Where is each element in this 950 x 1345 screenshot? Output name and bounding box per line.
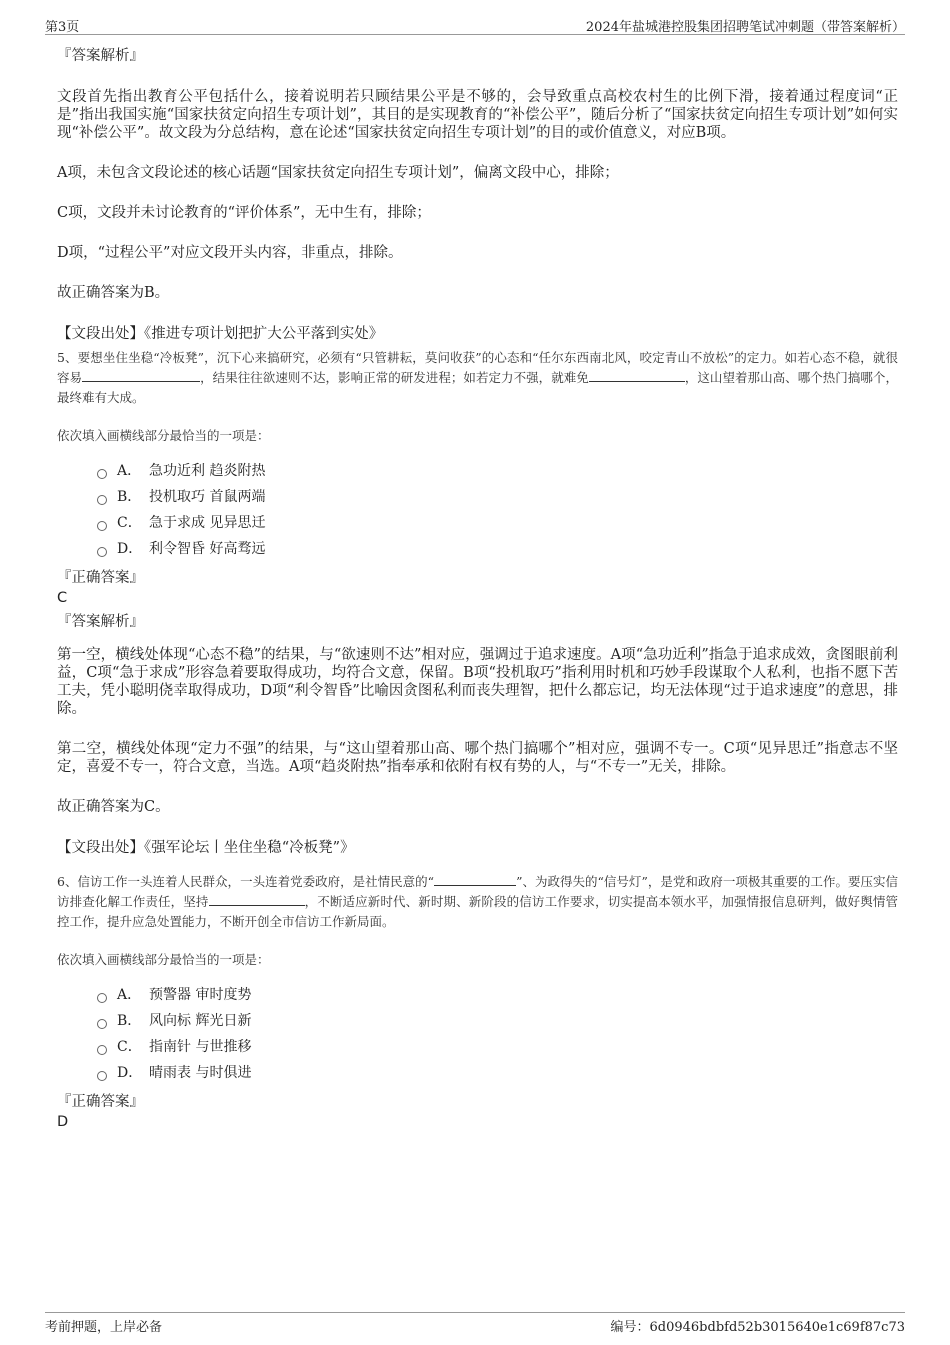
- q4-analysis-para-1: 文段首先指出教育公平包括什么，接着说明若只顾结果公平是不够的，会导致重点高校农村生的比例下滑，接着通过程度词“正是”指出我国实施“国家扶贫定向招生专项计划”，其目的是实现教育的“补偿公平”，随后分析了“国家扶贫定向招生专项计划”如何实现“补偿公平”。故文段为分总结构，意在论述“国家扶贫定向招生专项计划”的目的或价值意义，对应B项。: [57, 89, 898, 141]
- q5-option-a[interactable]: A． 急功近利 趋炎附热: [97, 458, 898, 484]
- q5-source: 【文段出处】《强军论坛丨坐住坐稳“冷板凳”》: [57, 840, 355, 856]
- q6-text-2: ”、为政得失的“信号灯”，是党和政府一项极其重要的工作。要压实信访排查化解工作责任，坚持: [57, 874, 898, 909]
- q5-analysis-label: 『答案解析』: [57, 614, 144, 630]
- q5-analysis-para-2: 第二空，横线处体现“定力不强”的结果，与“这山望着那山高、哪个热门搞哪个”相对应，强调不专一。C项“见异思迁”指意志不坚定，喜爱不专一，符合文意，当选。A项“趋炎附热”指奉承和依附有权有势的人，与“不专一”无关，排除。: [57, 741, 898, 775]
- q6-answer: D: [57, 1114, 69, 1130]
- document-title: 2024年盐城港控股集团招聘笔试冲刺题（带答案解析）: [585, 20, 905, 35]
- radio-icon[interactable]: [97, 547, 107, 557]
- q6-option-b[interactable]: B． 风向标 辉光日新: [97, 1008, 898, 1034]
- q5-option-b[interactable]: B． 投机取巧 首鼠两端: [97, 484, 898, 510]
- q5-analysis-para-1: 第一空，横线处体现“心态不稳”的结果，与“欲速则不达”相对应，强调过于追求速度。A项“急功近利”指急于追求成效，贪图眼前利益，C项“急于求成”形容急着要取得成功，均符合文意，保留。B项“投机取巧”指利用时机和巧妙手段谋取个人私利，也指不愿下苦工夫，凭小聪明侥幸取得成功，D项“利令智昏”比喻因贪图私利而丧失理智，把什么都忘记，均无法体现“过于追求速度”的意思，排除。: [57, 647, 898, 717]
- q4-analysis-para-4: D项，“过程公平”对应文段开头内容，非重点，排除。: [57, 245, 403, 261]
- q5-blank-2: [589, 369, 685, 382]
- q6-question: [57, 872, 898, 932]
- page-footer: [45, 1312, 905, 1335]
- q6-answer-label: 『正确答案』: [57, 1094, 144, 1110]
- q6-blank-1: [434, 873, 516, 886]
- radio-icon[interactable]: [97, 1045, 107, 1055]
- radio-icon[interactable]: [97, 469, 107, 479]
- q6-option-d[interactable]: D． 晴雨表 与时俱进: [97, 1060, 898, 1086]
- q5-text-3: ，这山望着那山高、哪个热门搞哪个，最终难有大成。: [57, 370, 898, 405]
- q5-blank-1: [82, 369, 200, 382]
- page-number: 第3页: [45, 20, 80, 35]
- radio-icon[interactable]: [97, 993, 107, 1003]
- q5-answer: C: [57, 590, 68, 606]
- q6-options: [97, 982, 898, 1086]
- q6-text-3: ，不断适应新时代、新时期、新阶段的信访工作要求，切实提高本领水平，加强情报信息研判，做好舆情管控工作，提升应急处置能力，不断开创全市信访工作新局面。: [57, 894, 898, 929]
- q6-text-1: 6、信访工作一头连着人民群众，一头连着党委政府，是社情民意的“: [57, 874, 435, 889]
- q6-blank-2: [209, 893, 305, 906]
- q5-option-d[interactable]: D． 利令智昏 好高骛远: [97, 536, 898, 562]
- q4-analysis-para-3: C项，文段并未讨论教育的“评价体系”，无中生有，排除；: [57, 205, 431, 221]
- radio-icon[interactable]: [97, 1071, 107, 1081]
- q5-prompt: 依次填入画横线部分最恰当的一项是：: [57, 428, 270, 443]
- q4-source: 【文段出处】《推进专项计划把扩大公平落到实处》: [57, 326, 384, 342]
- q5-text-1: 5、要想坐住坐稳“冷板凳”，沉下心来搞研究，必须有“只管耕耘，莫问收获”的心态和“任尔东西南北风，咬定青山不放松”的定力。如若心态不稳，就很容易: [57, 350, 898, 385]
- q6-option-c[interactable]: C． 指南针 与世推移: [97, 1034, 898, 1060]
- q4-analysis-para-2: A项，未包含文段论述的核心话题“国家扶贫定向招生专项计划”，偏离文段中心，排除；: [57, 165, 619, 181]
- radio-icon[interactable]: [97, 495, 107, 505]
- q6-prompt: 依次填入画横线部分最恰当的一项是：: [57, 952, 270, 967]
- page-header: [45, 14, 905, 35]
- q5-question: [57, 348, 898, 408]
- radio-icon[interactable]: [97, 1019, 107, 1029]
- q5-answer-label: 『正确答案』: [57, 570, 144, 586]
- q5-analysis-para-3: 故正确答案为C。: [57, 799, 170, 815]
- q6-option-a[interactable]: A． 预警器 审时度势: [97, 982, 898, 1008]
- footer-slogan: 考前押题，上岸必备: [45, 1320, 163, 1335]
- q5-option-c[interactable]: C． 急于求成 见异思迁: [97, 510, 898, 536]
- radio-icon[interactable]: [97, 521, 107, 531]
- q4-analysis-label: 『答案解析』: [57, 48, 144, 64]
- page-content: [57, 42, 898, 1132]
- q5-options: [97, 458, 898, 562]
- q4-analysis-para-5: 故正确答案为B。: [57, 285, 170, 301]
- document-code: 编号：6d0946bdbfd52b3015640e1c69f87c73: [610, 1320, 905, 1335]
- q5-text-2: ，结果往往欲速则不达，影响正常的研发进程；如若定力不强，就难免: [200, 370, 589, 385]
